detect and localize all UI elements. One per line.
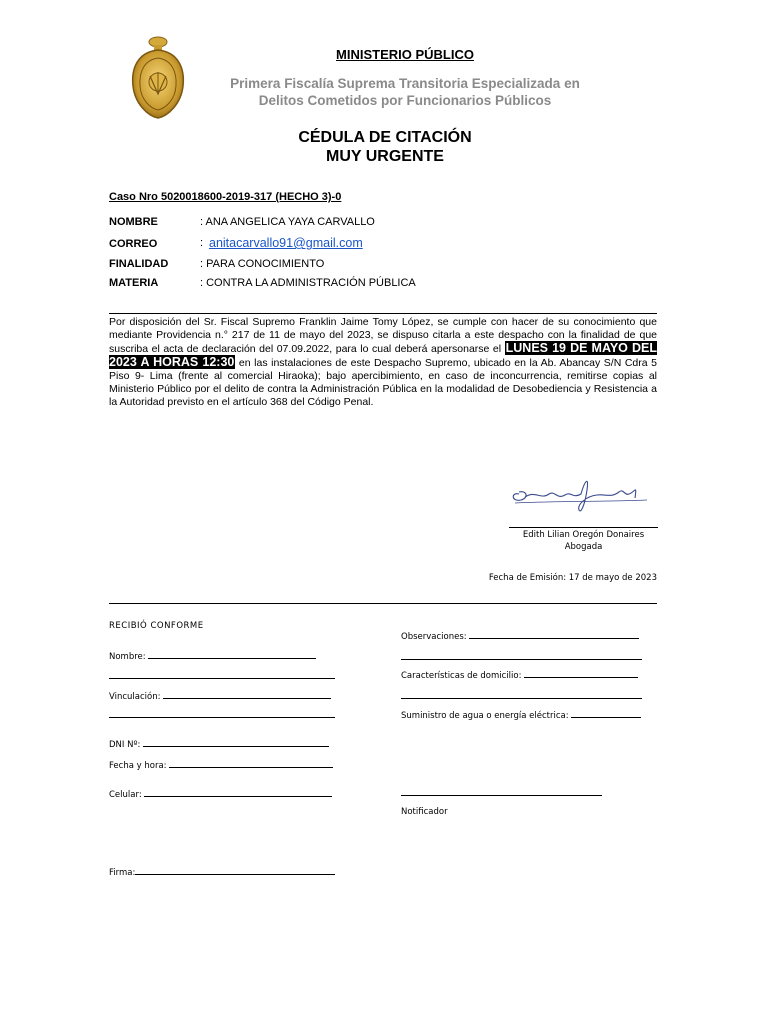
observaciones-blank-line2[interactable]: [401, 659, 642, 660]
suministro-field: [401, 709, 641, 721]
domicilio-blank[interactable]: [524, 669, 638, 678]
suministro-label: Suministro de agua o energía eléctrica:: [401, 711, 569, 721]
vinculacion-label: Vinculación:: [109, 692, 161, 702]
office-name-line1: Primera Fiscalía Suprema Transitoria Especializada en: [230, 76, 580, 91]
field-value-materia: : CONTRA LA ADMINISTRACIÓN PÚBLICA: [200, 277, 416, 289]
body-divider: [109, 313, 657, 314]
field-label-nombre: NOMBRE: [109, 216, 158, 228]
vinculacion-blank[interactable]: [163, 690, 331, 699]
nombre-blank-line2[interactable]: [109, 678, 335, 679]
receipt-heading: RECIBIÓ CONFORME: [109, 621, 204, 631]
appointment-datetime: LUNES 19 DE MAYO DEL 2023 A HORAS 12:30: [109, 341, 657, 369]
observaciones-field: [401, 630, 639, 642]
field-value-finalidad: : PARA CONOCIMIENTO: [200, 258, 325, 270]
emission-date: Fecha de Emisión: 17 de mayo de 2023: [488, 573, 657, 583]
fecha-hora-field: [109, 759, 333, 771]
celular-blank[interactable]: [144, 788, 332, 797]
signature-block: [509, 529, 658, 553]
fecha-hora-blank[interactable]: [169, 759, 333, 768]
document-title-line1: CÉDULA DE CITACIÓN: [298, 129, 472, 146]
paragraph-part1: Por disposición del Sr. Fiscal Supremo Franklin Jaime Tomy López, se cumple con hacer de su conocimiento que mediante Providencia n.° 217 de 11 de mayo del 2023, se dispuso citarla a este despacho con la finalidad de que suscriba el acta de declaración del 07.09.2022, para lo cual deberá apersonarse el: [109, 316, 657, 355]
domicilio-field: [401, 669, 638, 681]
receipt-divider: [109, 603, 657, 604]
citation-paragraph: [109, 316, 657, 409]
celular-field: [109, 788, 332, 800]
field-value-nombre: : ANA ANGELICA YAYA CARVALLO: [200, 216, 375, 228]
field-label-correo: CORREO: [109, 238, 158, 250]
fecha-hora-label: Fecha y hora:: [109, 761, 167, 771]
domicilio-blank-line2[interactable]: [401, 698, 642, 699]
field-label-materia: MATERIA: [109, 277, 159, 289]
firma-label: Firma:: [109, 868, 136, 878]
signature-line: [509, 527, 658, 528]
firma-blank[interactable]: [135, 866, 335, 875]
document-title: [210, 128, 560, 166]
case-number: Caso Nro 5020018600-2019-317 (HECHO 3)-0: [109, 191, 342, 203]
signer-name: Edith Lilian Oregón Donaires: [522, 530, 645, 540]
office-name-line2: Delitos Cometidos por Funcionarios Públicos: [258, 93, 552, 108]
celular-label: Celular:: [109, 790, 142, 800]
observaciones-label: Observaciones:: [401, 632, 467, 642]
office-name: [200, 75, 610, 109]
notificador-label: Notificador: [401, 807, 448, 817]
dni-field: [109, 738, 329, 750]
field-colon-correo: :: [200, 237, 204, 249]
ministry-title: MINISTERIO PÚBLICO: [336, 47, 474, 62]
paragraph-part2: en las instalaciones de este Despacho Supremo, ubicado en la Ab. Abancay S/N Cdra 5 Piso 9- Lima (frente al comercial Hiraoka); bajo apercibimiento, en caso de inconcurrencia, remitirse copias al Ministerio Público por el delito de contra la Administración Pública en la modalidad de Desobediencia y Resistencia a la Autoridad previsto en el artículo 368 del Código Penal.: [109, 357, 658, 408]
email-link[interactable]: anitacarvallo91@gmail.com: [209, 236, 363, 250]
document-title-line2: MUY URGENTE: [326, 148, 444, 165]
notificador-signature-line[interactable]: [401, 795, 602, 796]
observaciones-blank[interactable]: [469, 630, 639, 639]
signer-role: Abogada: [564, 542, 603, 552]
nombre-label: Nombre:: [109, 652, 146, 662]
ministerio-publico-emblem: [128, 34, 188, 120]
firma-field: [109, 866, 335, 878]
field-label-finalidad: FINALIDAD: [109, 258, 169, 270]
vinculacion-field: [109, 690, 331, 702]
nombre-field: [109, 650, 316, 662]
nombre-blank[interactable]: [148, 650, 316, 659]
domicilio-label: Características de domicilio:: [401, 671, 522, 681]
vinculacion-blank-line2[interactable]: [109, 717, 335, 718]
handwritten-signature: [507, 470, 657, 520]
suministro-blank[interactable]: [571, 709, 641, 718]
dni-label: DNI Nº:: [109, 740, 141, 750]
dni-blank[interactable]: [143, 738, 329, 747]
